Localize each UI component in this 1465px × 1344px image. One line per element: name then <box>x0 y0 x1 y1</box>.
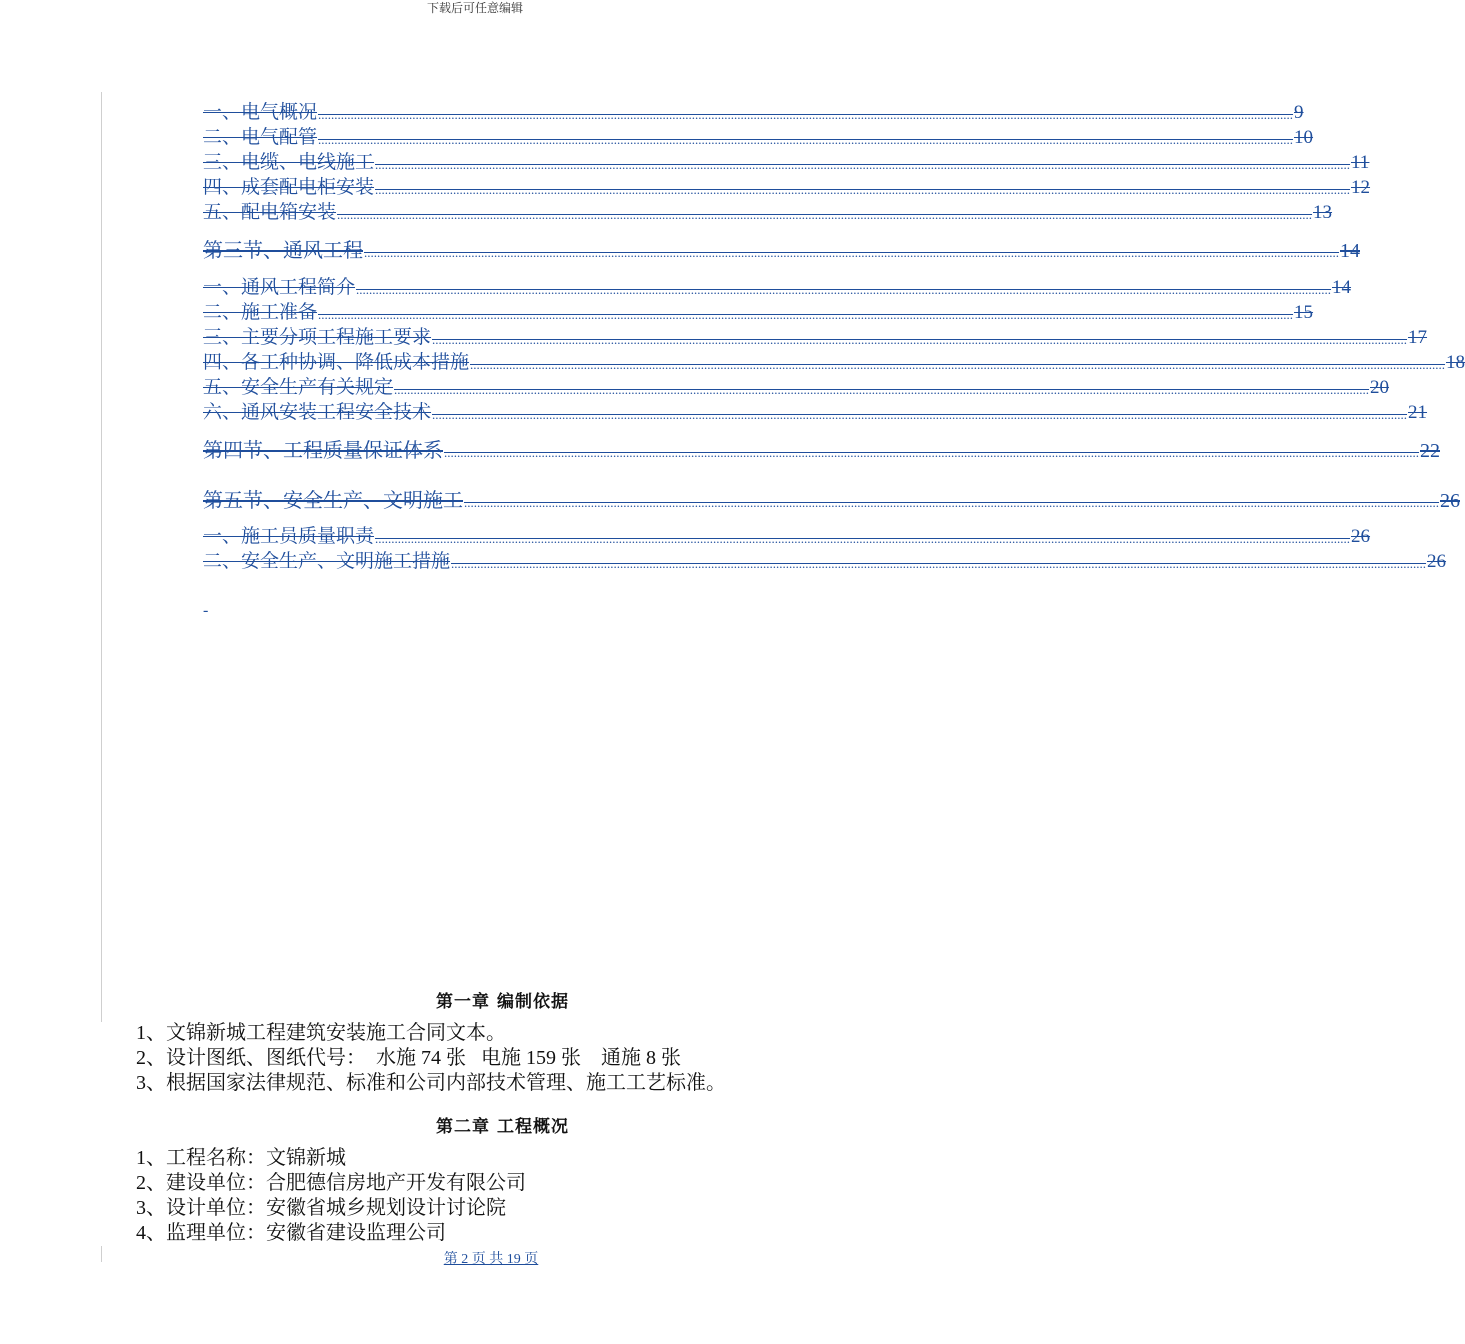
chapter-2-item: 2、建设单位：合肥德信房地产开发有限公司 <box>136 1172 526 1194</box>
toc-section-ventilation[interactable] <box>203 238 1360 262</box>
toc-entry-title: 四、各工种协调、降低成本措施 <box>203 352 470 373</box>
toc-entry-title: 一、通风工程简介 <box>203 277 356 298</box>
toc-leader-dots: ............................................................................................................................................................................................................................................................................................................ <box>375 157 1351 172</box>
toc-entry-title: 四、成套配电柜安装 <box>203 177 375 198</box>
toc-entry-page: 26 <box>1440 490 1460 512</box>
header-note: 下载后可任意编辑 <box>426 1 523 15</box>
chapter-2-item: 4、监理单位：安徽省建设监理公司 <box>136 1222 446 1244</box>
chapter-1-item: 1、文锦新城工程建筑安装施工合同文本。 <box>136 1022 506 1044</box>
toc-entry-page: 9 <box>1294 102 1304 123</box>
toc-section-quality[interactable] <box>203 438 1440 462</box>
toc-leader-dots: ............................................................................................................................................................................................................................................................................................................ <box>464 495 1439 510</box>
toc-leader-dots: ............................................................................................................................................................................................................................................................................................................ <box>337 207 1313 222</box>
toc-leader-dots: ............................................................................................................................................................................................................................................................................................................ <box>394 382 1370 397</box>
toc-leader-dots: ............................................................................................................................................................................................................................................................................................................ <box>318 132 1294 147</box>
toc-entry-page: 10 <box>1294 127 1314 148</box>
chapter-2-item: 3、设计单位：安徽省城乡规划设计讨论院 <box>136 1197 506 1219</box>
toc-entry-ventilation-safety[interactable] <box>203 400 1428 424</box>
chapter-1-title: 第一章 编制依据 <box>436 992 569 1012</box>
toc-entry-distribution-box[interactable] <box>203 200 1333 224</box>
toc-leader-dots: ............................................................................................................................................................................................................................................................................................................ <box>318 307 1294 322</box>
toc-leader-dots: ............................................................................................................................................................................................................................................................................................................ <box>375 531 1351 546</box>
toc-leader-dots: ............................................................................................................................................................................................................................................................................................................ <box>318 107 1294 122</box>
toc-end-mark: - <box>203 602 209 619</box>
toc-entry-switchgear[interactable] <box>203 175 1371 199</box>
toc-leader-dots: ............................................................................................................................................................................................................................................................................................................ <box>432 332 1408 347</box>
toc-leader-dots: ............................................................................................................................................................................................................................................................................................................ <box>356 282 1332 297</box>
toc-entry-page: 17 <box>1408 327 1428 348</box>
toc-entry-safety-measures[interactable] <box>203 549 1447 573</box>
toc-entry-electrical-conduit[interactable] <box>203 125 1314 149</box>
toc-entry-title: 二、电气配管 <box>203 127 318 148</box>
toc-section-safety[interactable] <box>203 488 1460 512</box>
toc-entry-title: 一、电气概况 <box>203 102 318 123</box>
toc-entry-safety-rules[interactable] <box>203 375 1390 399</box>
toc-entry-title: 五、安全生产有关规定 <box>203 377 394 398</box>
toc-entry-page: 15 <box>1294 302 1314 323</box>
toc-entry-title: 一、施工员质量职责 <box>203 526 375 547</box>
toc-entry-main-requirements[interactable] <box>203 325 1428 349</box>
toc-leader-dots: ............................................................................................................................................................................................................................................................................................................ <box>444 445 1419 460</box>
toc-entry-page: 12 <box>1351 177 1371 198</box>
chapter-2-title: 第二章 工程概况 <box>436 1117 569 1137</box>
toc-entry-title: 二、安全生产、文明施工措施 <box>203 551 451 572</box>
margin-line <box>101 92 102 1022</box>
toc-entry-page: 14 <box>1332 277 1352 298</box>
chapter-1-item: 2、设计图纸、图纸代号： 水施 74 张 电施 159 张 通施 8 张 <box>136 1047 681 1069</box>
toc-leader-dots: ............................................................................................................................................................................................................................................................................................................ <box>432 407 1408 422</box>
toc-entry-page: 21 <box>1408 402 1428 423</box>
toc-leader-dots: ............................................................................................................................................................................................................................................................................................................ <box>470 357 1446 372</box>
toc-entry-page: 14 <box>1340 240 1360 262</box>
toc-entry-page: 26 <box>1351 526 1371 547</box>
toc-entry-page: 26 <box>1427 551 1447 572</box>
toc-leader-dots: ............................................................................................................................................................................................................................................................................................................ <box>375 182 1351 197</box>
toc-entry-cable-wire[interactable] <box>203 150 1370 174</box>
toc-leader-dots: ............................................................................................................................................................................................................................................................................................................ <box>451 556 1427 571</box>
toc-entry-electrical-overview[interactable] <box>203 100 1304 124</box>
toc-entry-title: 第四节、工程质量保证体系 <box>203 440 443 462</box>
toc-entry-page: 11 <box>1351 152 1370 173</box>
page-footer[interactable]: 第 2 页 共 19 页 <box>443 1252 539 1267</box>
toc-entry-page: 13 <box>1313 202 1333 223</box>
chapter-1-item: 3、根据国家法律规范、标准和公司内部技术管理、施工工艺标准。 <box>136 1072 726 1094</box>
toc-entry-coordination[interactable] <box>203 350 1465 374</box>
toc-entry-quality-duties[interactable] <box>203 524 1371 548</box>
toc-entry-title: 六、通风安装工程安全技术 <box>203 402 432 423</box>
toc-entry-page: 22 <box>1420 440 1440 462</box>
toc-entry-title: 三、主要分项工程施工要求 <box>203 327 432 348</box>
toc-entry-title: 三、电缆、电线施工 <box>203 152 375 173</box>
toc-leader-dots: ............................................................................................................................................................................................................................................................................................................ <box>364 245 1339 260</box>
toc-entry-title: 第三节、通风工程 <box>203 240 363 262</box>
toc-entry-preparation[interactable] <box>203 300 1314 324</box>
toc-entry-title: 二、施工准备 <box>203 302 318 323</box>
toc-entry-page: 18 <box>1446 352 1465 373</box>
toc-entry-title: 第五节、安全生产、文明施工 <box>203 490 463 512</box>
toc-entry-page: 20 <box>1370 377 1390 398</box>
toc-entry-ventilation-intro[interactable] <box>203 275 1352 299</box>
toc-entry-title: 五、配电箱安装 <box>203 202 337 223</box>
chapter-2-item: 1、工程名称：文锦新城 <box>136 1147 346 1169</box>
